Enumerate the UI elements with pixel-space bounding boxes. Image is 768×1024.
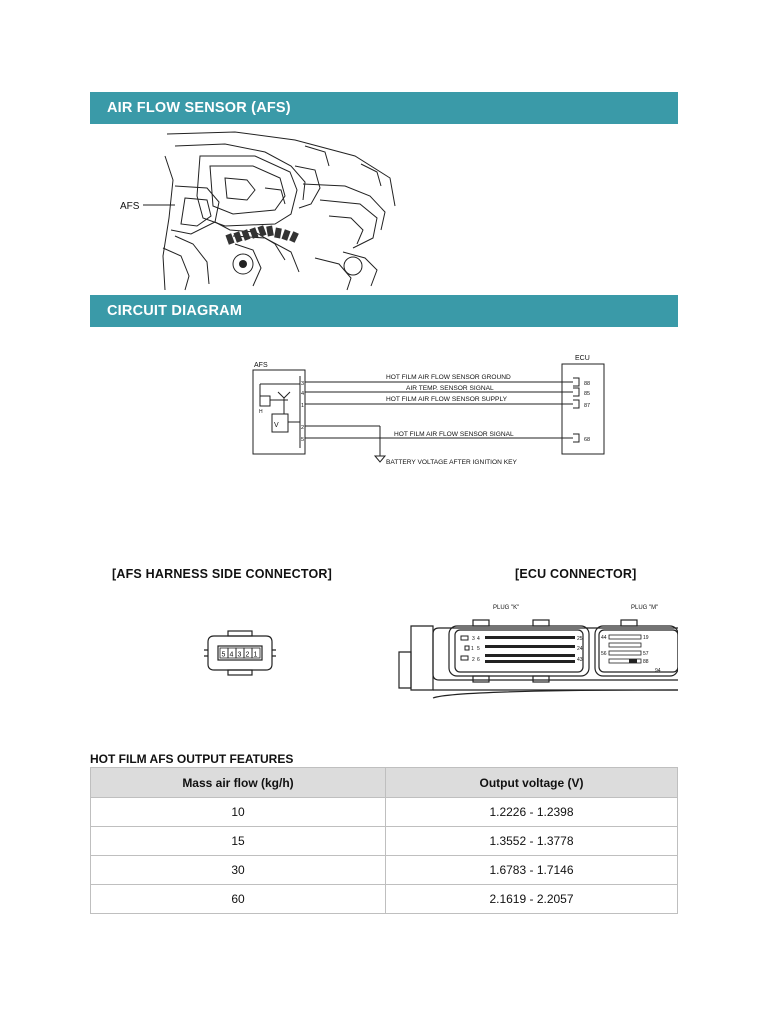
cell-output-voltage: 1.6783 - 1.7146	[386, 856, 678, 885]
k-pin-label: 6	[477, 657, 480, 663]
afs-output-table	[90, 767, 678, 914]
ecu-connector-drawing	[393, 598, 678, 708]
m-pin-label: 56	[601, 651, 607, 657]
battery-note: BATTERY VOLTAGE AFTER IGNITION KEY	[386, 459, 517, 466]
k-pin-label: 5	[477, 646, 480, 652]
afs-connector-pin: 4	[229, 651, 234, 659]
header-mass-air-flow: Mass air flow (kg/h)	[91, 768, 386, 798]
table-row	[91, 885, 678, 914]
table-title: HOT FILM AFS OUTPUT FEATURES	[90, 752, 294, 766]
m-pin-label: 94	[655, 668, 661, 674]
ecu-pin-number: 87	[584, 403, 591, 409]
ecu-pin-number: 85	[584, 391, 591, 397]
ecu-connector-title: [ECU CONNECTOR]	[515, 567, 637, 581]
ecu-box-label: ECU	[575, 355, 590, 362]
m-pin-label: 19	[643, 635, 649, 641]
plug-k-label: PLUG "K"	[493, 605, 520, 611]
cell-mass-air-flow: 15	[91, 827, 386, 856]
table-header-row	[91, 768, 678, 798]
k-pin-label: 1	[471, 646, 474, 652]
cell-output-voltage: 1.2226 - 1.2398	[386, 798, 678, 827]
afs-connector-title: [AFS HARNESS SIDE CONNECTOR]	[112, 567, 332, 581]
wire-label-temp-signal: AIR TEMP. SENSOR SIGNAL	[406, 385, 494, 392]
afs-box-label: AFS	[254, 362, 268, 369]
section-title-circuit: CIRCUIT DIAGRAM	[107, 303, 243, 319]
k-pin-label: 4	[477, 636, 480, 642]
afs-pin-number: 2	[301, 425, 305, 431]
table-row	[91, 856, 678, 885]
k-pin-label: 24	[577, 646, 583, 652]
afs-connector-pin: 2	[245, 651, 250, 659]
ecu-pin-number: 68	[584, 437, 591, 443]
cell-mass-air-flow: 60	[91, 885, 386, 914]
afs-connector-drawing	[204, 630, 276, 676]
header-output-voltage: Output voltage (V)	[386, 768, 678, 798]
sensor-symbol: V	[274, 422, 279, 429]
wire-label-ground: HOT FILM AIR FLOW SENSOR GROUND	[386, 374, 511, 381]
afs-pin-number: 4	[301, 391, 305, 397]
m-pin-label: 44	[601, 635, 607, 641]
ground-mark: H	[259, 409, 263, 415]
m-pin-label: 88	[643, 659, 649, 665]
wire-label-supply: HOT FILM AIR FLOW SENSOR SUPPLY	[386, 396, 508, 403]
section-header-circuit	[90, 295, 678, 327]
section-title-afs: AIR FLOW SENSOR (AFS)	[107, 100, 291, 116]
section-header-afs	[90, 92, 678, 124]
ecu-pin-number: 88	[584, 381, 591, 387]
cell-mass-air-flow: 30	[91, 856, 386, 885]
afs-connector-pin: 3	[237, 651, 242, 659]
table-row	[91, 798, 678, 827]
plug-m-label: PLUG "M"	[631, 605, 659, 611]
k-pin-label: 25	[577, 636, 583, 642]
afs-pin-number: 3	[301, 381, 305, 387]
cell-mass-air-flow: 10	[91, 798, 386, 827]
afs-connector-pin: 1	[253, 651, 258, 659]
afs-connector-pin: 5	[221, 651, 226, 659]
engine-bay-illustration	[115, 126, 405, 292]
cell-output-voltage: 2.1619 - 2.2057	[386, 885, 678, 914]
k-pin-label: 2	[472, 657, 475, 663]
k-pin-label: 3	[472, 636, 475, 642]
m-pin-label: 57	[643, 651, 649, 657]
afs-pin-number: 1	[301, 403, 305, 409]
afs-pin-number: 5	[301, 437, 305, 443]
wire-label-signal: HOT FILM AIR FLOW SENSOR SIGNAL	[394, 431, 514, 438]
circuit-diagram	[248, 348, 610, 470]
table-row	[91, 827, 678, 856]
afs-callout-label: AFS	[120, 201, 140, 212]
cell-output-voltage: 1.3552 - 1.3778	[386, 827, 678, 856]
k-pin-label: 43	[577, 657, 583, 663]
